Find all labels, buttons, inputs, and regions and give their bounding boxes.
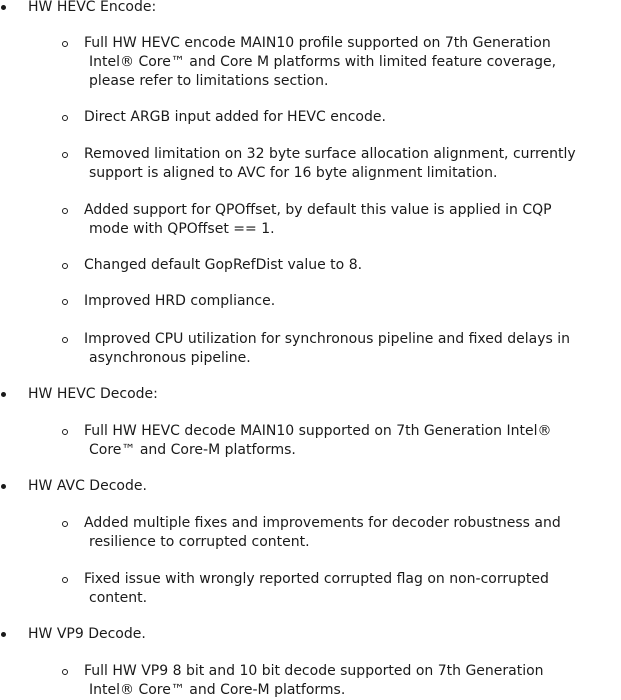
section-title: HW VP9 Decode. bbox=[28, 626, 146, 642]
item-line: Intel® Core™ and Core M platforms with limited feature coverage, bbox=[89, 54, 557, 70]
item-line: Intel® Core™ and Core-M platforms. bbox=[89, 682, 346, 698]
circle-bullet-icon bbox=[62, 577, 68, 583]
item-line: Full HW HEVC encode MAIN10 profile supported on 7th Generation bbox=[84, 35, 551, 51]
item-line: Removed limitation on 32 byte surface allocation alignment, currently bbox=[84, 146, 576, 162]
section-title: HW AVC Decode. bbox=[28, 478, 147, 494]
item-line: Core™ and Core-M platforms. bbox=[89, 442, 296, 458]
bullet-icon bbox=[1, 632, 6, 637]
item-text bbox=[84, 201, 621, 239]
circle-bullet-icon bbox=[62, 521, 68, 527]
item-line: Added multiple fixes and improvements for decoder robustness and bbox=[84, 515, 561, 531]
item-text bbox=[84, 330, 621, 368]
item-text bbox=[84, 662, 621, 700]
item-text bbox=[84, 34, 621, 91]
item-text bbox=[84, 292, 621, 311]
circle-bullet-icon bbox=[62, 429, 68, 435]
circle-bullet-icon bbox=[62, 152, 68, 158]
item-line: content. bbox=[89, 590, 148, 606]
item-text bbox=[84, 422, 621, 460]
circle-bullet-icon bbox=[62, 263, 68, 269]
circle-bullet-icon bbox=[62, 299, 68, 305]
circle-bullet-icon bbox=[62, 208, 68, 214]
item-line: Improved CPU utilization for synchronous pipeline and fixed delays in bbox=[84, 331, 571, 347]
bullet-icon bbox=[1, 392, 6, 397]
circle-bullet-icon bbox=[62, 337, 68, 343]
section-title: HW HEVC Decode: bbox=[28, 386, 158, 402]
item-text bbox=[84, 256, 621, 275]
item-line: please refer to limitations section. bbox=[89, 73, 329, 89]
item-line: asynchronous pipeline. bbox=[89, 350, 251, 366]
item-line: Fixed issue with wrongly reported corrupted flag on non-corrupted bbox=[84, 571, 549, 587]
item-line: Changed default GopRefDist value to 8. bbox=[84, 257, 363, 273]
item-line: support is aligned to AVC for 16 byte alignment limitation. bbox=[89, 165, 498, 181]
circle-bullet-icon bbox=[62, 41, 68, 47]
item-line: resilience to corrupted content. bbox=[89, 534, 310, 550]
item-line: Improved HRD compliance. bbox=[84, 293, 276, 309]
item-line: mode with QPOffset == 1. bbox=[89, 221, 275, 237]
bullet-icon bbox=[1, 484, 6, 489]
item-text bbox=[84, 145, 621, 183]
item-text bbox=[84, 514, 621, 552]
section-title: HW HEVC Encode: bbox=[28, 0, 157, 15]
item-line: Full HW VP9 8 bit and 10 bit decode supported on 7th Generation bbox=[84, 663, 544, 679]
bullet-icon bbox=[1, 5, 6, 10]
circle-bullet-icon bbox=[62, 115, 68, 121]
circle-bullet-icon bbox=[62, 669, 68, 675]
item-line: Direct ARGB input added for HEVC encode. bbox=[84, 109, 386, 125]
item-text bbox=[84, 108, 621, 127]
item-line: Added support for QPOffset, by default this value is applied in CQP bbox=[84, 202, 552, 218]
item-text bbox=[84, 570, 621, 608]
item-line: Full HW HEVC decode MAIN10 supported on 7th Generation Intel® bbox=[84, 423, 552, 439]
